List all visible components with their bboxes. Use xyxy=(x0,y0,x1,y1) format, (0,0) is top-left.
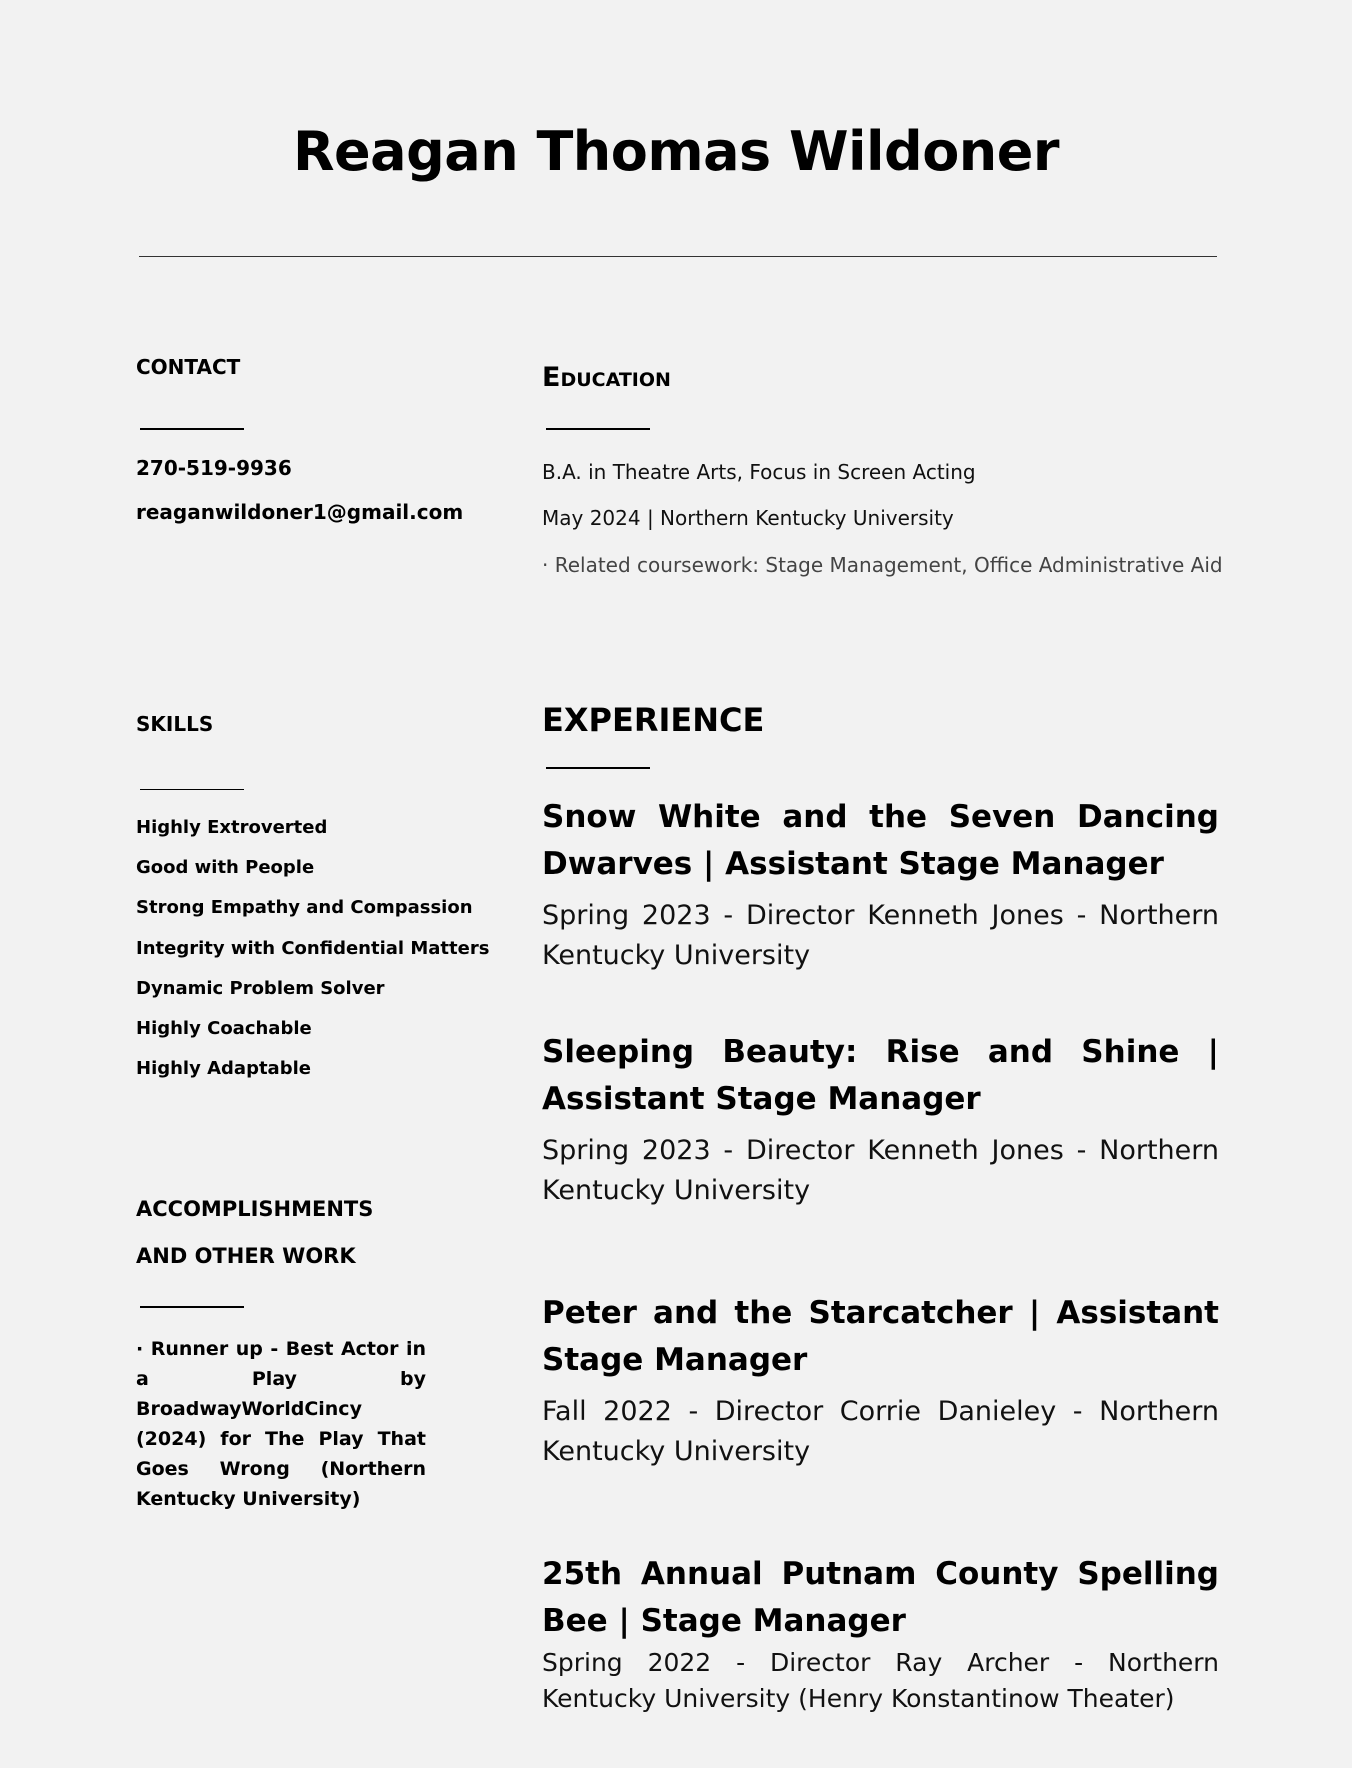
accomplishment-item: · Runner up - Best Actor in a Play by BroadwayWorldCincy (2024) for The Play That Goes Wrong (Northern Kentucky University) xyxy=(136,1338,426,1510)
skill-item: Dynamic Problem Solver xyxy=(136,978,385,999)
education-degree: B.A. in Theatre Arts, Focus in Screen Acting xyxy=(542,460,976,484)
education-section xyxy=(542,360,1223,580)
education-date-school: May 2024 | Northern Kentucky University xyxy=(542,506,954,530)
accomplishments-section xyxy=(136,1186,426,1510)
job-title: Snow White and the Seven Dancing Dwarves | Assistant Stage Manager xyxy=(542,799,1219,882)
accomplishments-heading: ACCOMPLISHMENTS AND OTHER WORK xyxy=(136,1197,374,1268)
education-heading: Education xyxy=(542,362,671,393)
experience-item xyxy=(542,1290,1219,1472)
skill-item: Strong Empathy and Compassion xyxy=(136,897,473,918)
job-details: Spring 2023 - Director Kenneth Jones - Northern Kentucky University xyxy=(542,1135,1219,1206)
education-coursework: · Related coursework: Stage Management, Office Administrative Aid xyxy=(542,553,1223,577)
contact-section xyxy=(136,352,464,552)
contact-email: reaganwildoner1@gmail.com xyxy=(136,500,464,524)
skills-divider xyxy=(140,789,244,790)
job-details: Fall 2022 - Director Corrie Danieley - Northern Kentucky University xyxy=(542,1396,1219,1467)
accomplishments-divider xyxy=(140,1306,244,1308)
skill-item: Highly Coachable xyxy=(136,1018,312,1039)
skill-item: Integrity with Confidential Matters xyxy=(136,938,490,959)
experience-item xyxy=(542,794,1219,976)
skill-item: Good with People xyxy=(136,857,315,878)
experience-heading: EXPERIENCE xyxy=(542,701,765,739)
job-title: Sleeping Beauty: Rise and Shine | Assistant Stage Manager xyxy=(542,1034,1219,1117)
experience-item xyxy=(542,1029,1219,1211)
experience-item xyxy=(542,1551,1219,1717)
header-divider xyxy=(139,256,1217,257)
job-details: Spring 2023 - Director Kenneth Jones - Northern Kentucky University xyxy=(542,900,1219,971)
skills-heading: SKILLS xyxy=(136,712,214,736)
skill-item: Highly Adaptable xyxy=(136,1058,311,1079)
contact-divider xyxy=(140,428,244,430)
job-title: 25th Annual Putnam County Spelling Bee | Stage Manager xyxy=(542,1556,1219,1639)
skill-item: Highly Extroverted xyxy=(136,817,328,838)
experience-section xyxy=(542,700,1219,1730)
job-details: Spring 2022 - Director Ray Archer - Northern Kentucky University (Henry Konstantinow Theater) xyxy=(542,1648,1219,1713)
experience-divider xyxy=(546,767,650,769)
contact-phone: 270-519-9936 xyxy=(136,456,292,480)
skills-section xyxy=(136,709,490,1089)
education-divider xyxy=(546,428,650,430)
contact-heading: CONTACT xyxy=(136,355,241,379)
resume-name: Reagan Thomas Wildoner xyxy=(292,120,1060,183)
job-title: Peter and the Starcatcher | Assistant Stage Manager xyxy=(542,1295,1219,1378)
